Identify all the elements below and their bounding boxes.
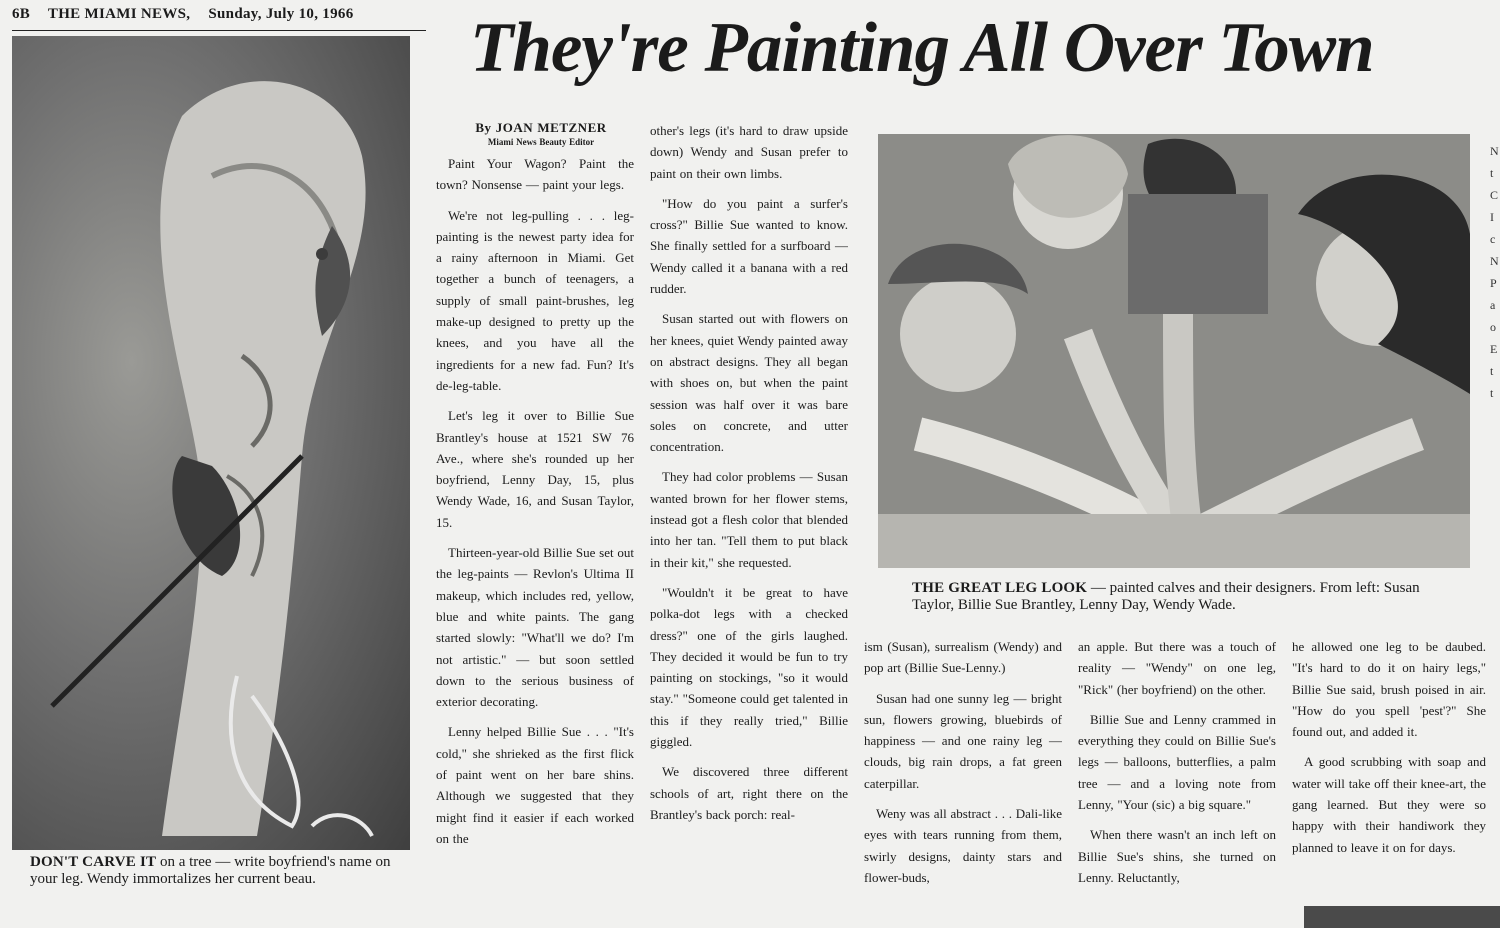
adjacent-photo-fragment (1304, 906, 1500, 928)
edge-letter: E (1490, 342, 1498, 356)
leg-photo-illustration (12, 36, 410, 850)
paragraph: When there wasn't an inch left on Billie Sue's shins, she turned on Lenny. Reluctantly, (1078, 827, 1276, 885)
leg-photo-caption (30, 854, 414, 888)
article-column-2 (650, 120, 848, 920)
byline-title: Miami News Beauty Editor (487, 137, 595, 147)
edge-letter: t (1490, 166, 1494, 180)
masthead (12, 6, 426, 31)
paragraph: "Wouldn't it be great to have polka-dot legs with a checked dress?" one of the girls laughed. They decided it would be fun to try painting on stockings, "so it would stay." "Someone could get talented in this if they really tried," Billie giggled. (650, 584, 848, 750)
group-photo-illustration (878, 134, 1470, 568)
edge-letter: a (1490, 298, 1496, 312)
paragraph: Susan had one sunny leg — bright sun, flowers growing, bluebirds of happiness — and one rainy leg — clouds, big rain drops, a fat green caterpillar. (864, 690, 1062, 791)
paragraph: Thirteen-year-old Billie Sue set out the leg-paints — Revlon's Ultima II makeup, which includes red, yellow, blue and white paints. The gang started slowly: "What'll we do? I'm not artistic." — but soon settled down to the serious business of exterior decorating. (436, 545, 634, 710)
edge-letter: P (1490, 276, 1497, 290)
paragraph: an apple. But there was a touch of reality — "Wendy" on one leg, "Rick" (her boyfriend) on the other. (1078, 639, 1276, 697)
leg-photo (12, 36, 410, 850)
article-column-1 (436, 120, 634, 920)
group-photo-caption (912, 580, 1462, 614)
paragraph: Weny was all abstract . . . Dali-like eyes with tears running from them, swirly designs, dainty stars and flower-buds, (864, 806, 1062, 885)
paragraph: We're not leg-pulling . . . leg-painting is the newest party idea for a rainy afternoon in Miami. Get together a bunch of teenagers, a supply of small paint-brushes, leg make-up designed to pretty up the knees, and you have all the ingredients for a new fad. Fun? It's de-leg-table. (436, 207, 634, 393)
paragraph: other's legs (it's hard to draw upside down) Wendy and Susan prefer to paint on their own limbs. (650, 123, 848, 181)
issue-date: Sunday, July 10, 1966 (208, 6, 354, 22)
headline: They're Painting All Over Town (470, 9, 1374, 87)
paragraph: ism (Susan), surrealism (Wendy) and pop art (Billie Sue-Lenny.) (864, 639, 1062, 676)
edge-letter: N (1490, 144, 1499, 158)
byline: By JOAN METZNER (475, 120, 607, 135)
paragraph: Let's leg it over to Billie Sue Brantley's house at 1521 SW 76 Ave., where she's rounded up her boyfriend, Lenny Day, 15, plus Wendy Wade, 16, and Susan Taylor, 15. (436, 408, 634, 530)
edge-letter: c (1490, 232, 1496, 246)
paper-name: THE MIAMI NEWS, (47, 6, 191, 22)
adjacent-column-fragment (1490, 140, 1500, 440)
group-photo (878, 134, 1470, 568)
edge-letter: t (1490, 386, 1494, 400)
edge-letter: o (1490, 320, 1496, 334)
paragraph: Lenny helped Billie Sue . . . "It's cold," she shrieked as the first flick of paint went on her bare shins. Although we suggested that they might find it easier if each worked on the (436, 724, 634, 846)
edge-letter: N (1490, 254, 1499, 268)
leg-caption-lead: DON'T CARVE IT (30, 854, 157, 870)
edge-letter: C (1490, 188, 1499, 202)
article-column-5 (1292, 636, 1486, 928)
paragraph: Paint Your Wagon? Paint the town? Nonsense — paint your legs. (436, 156, 634, 193)
paragraph: Susan started out with flowers on her knees, quiet Wendy painted away on abstract designs. They all began with shoes on, but when the paint session was half over it was bare soles on concrete, and utter concentration. (650, 311, 848, 455)
edge-letter: I (1490, 210, 1494, 224)
article-column-3 (864, 636, 1062, 928)
leg-caption-text: on a tree — write boyfriend's name on your leg. Wendy immortalizes her current beau. (30, 854, 391, 887)
article-column-4 (1078, 636, 1276, 928)
paragraph: We discovered three different schools of art, right there on the Brantley's back porch: real- (650, 764, 848, 822)
paragraph: "How do you paint a surfer's cross?" Billie Sue wanted to know. She finally settled for a surfboard — Wendy called it a banana with a red rudder. (650, 195, 848, 297)
group-caption-text: — painted calves and their designers. From left: Susan Taylor, Billie Sue Brantley, Lenny Day, Wendy Wade. (912, 580, 1420, 613)
paragraph: Billie Sue and Lenny crammed in everything they could on Billie Sue's legs — balloons, butterflies, a palm tree — and a loving note from Lenny, "Your (sic) a big square." (1078, 711, 1276, 813)
group-caption-lead: THE GREAT LEG LOOK (912, 580, 1088, 596)
page-number: 6B (12, 6, 31, 22)
paragraph: They had color problems — Susan wanted brown for her flower stems, instead got a flesh color that blended into her tan. "Tell them to put black in their kit," she requested. (650, 469, 848, 570)
paragraph: he allowed one leg to be daubed. "It's hard to do it on hairy legs," Billie Sue said, brush poised in air. "How do you spell 'pest'?" She found out, and added it. (1292, 639, 1486, 740)
edge-letter: t (1490, 364, 1494, 378)
paragraph: A good scrubbing with soap and water will take off their knee-art, the gang learned. But they were so happy with their handiwork they planned to leave it on for days. (1292, 754, 1486, 855)
